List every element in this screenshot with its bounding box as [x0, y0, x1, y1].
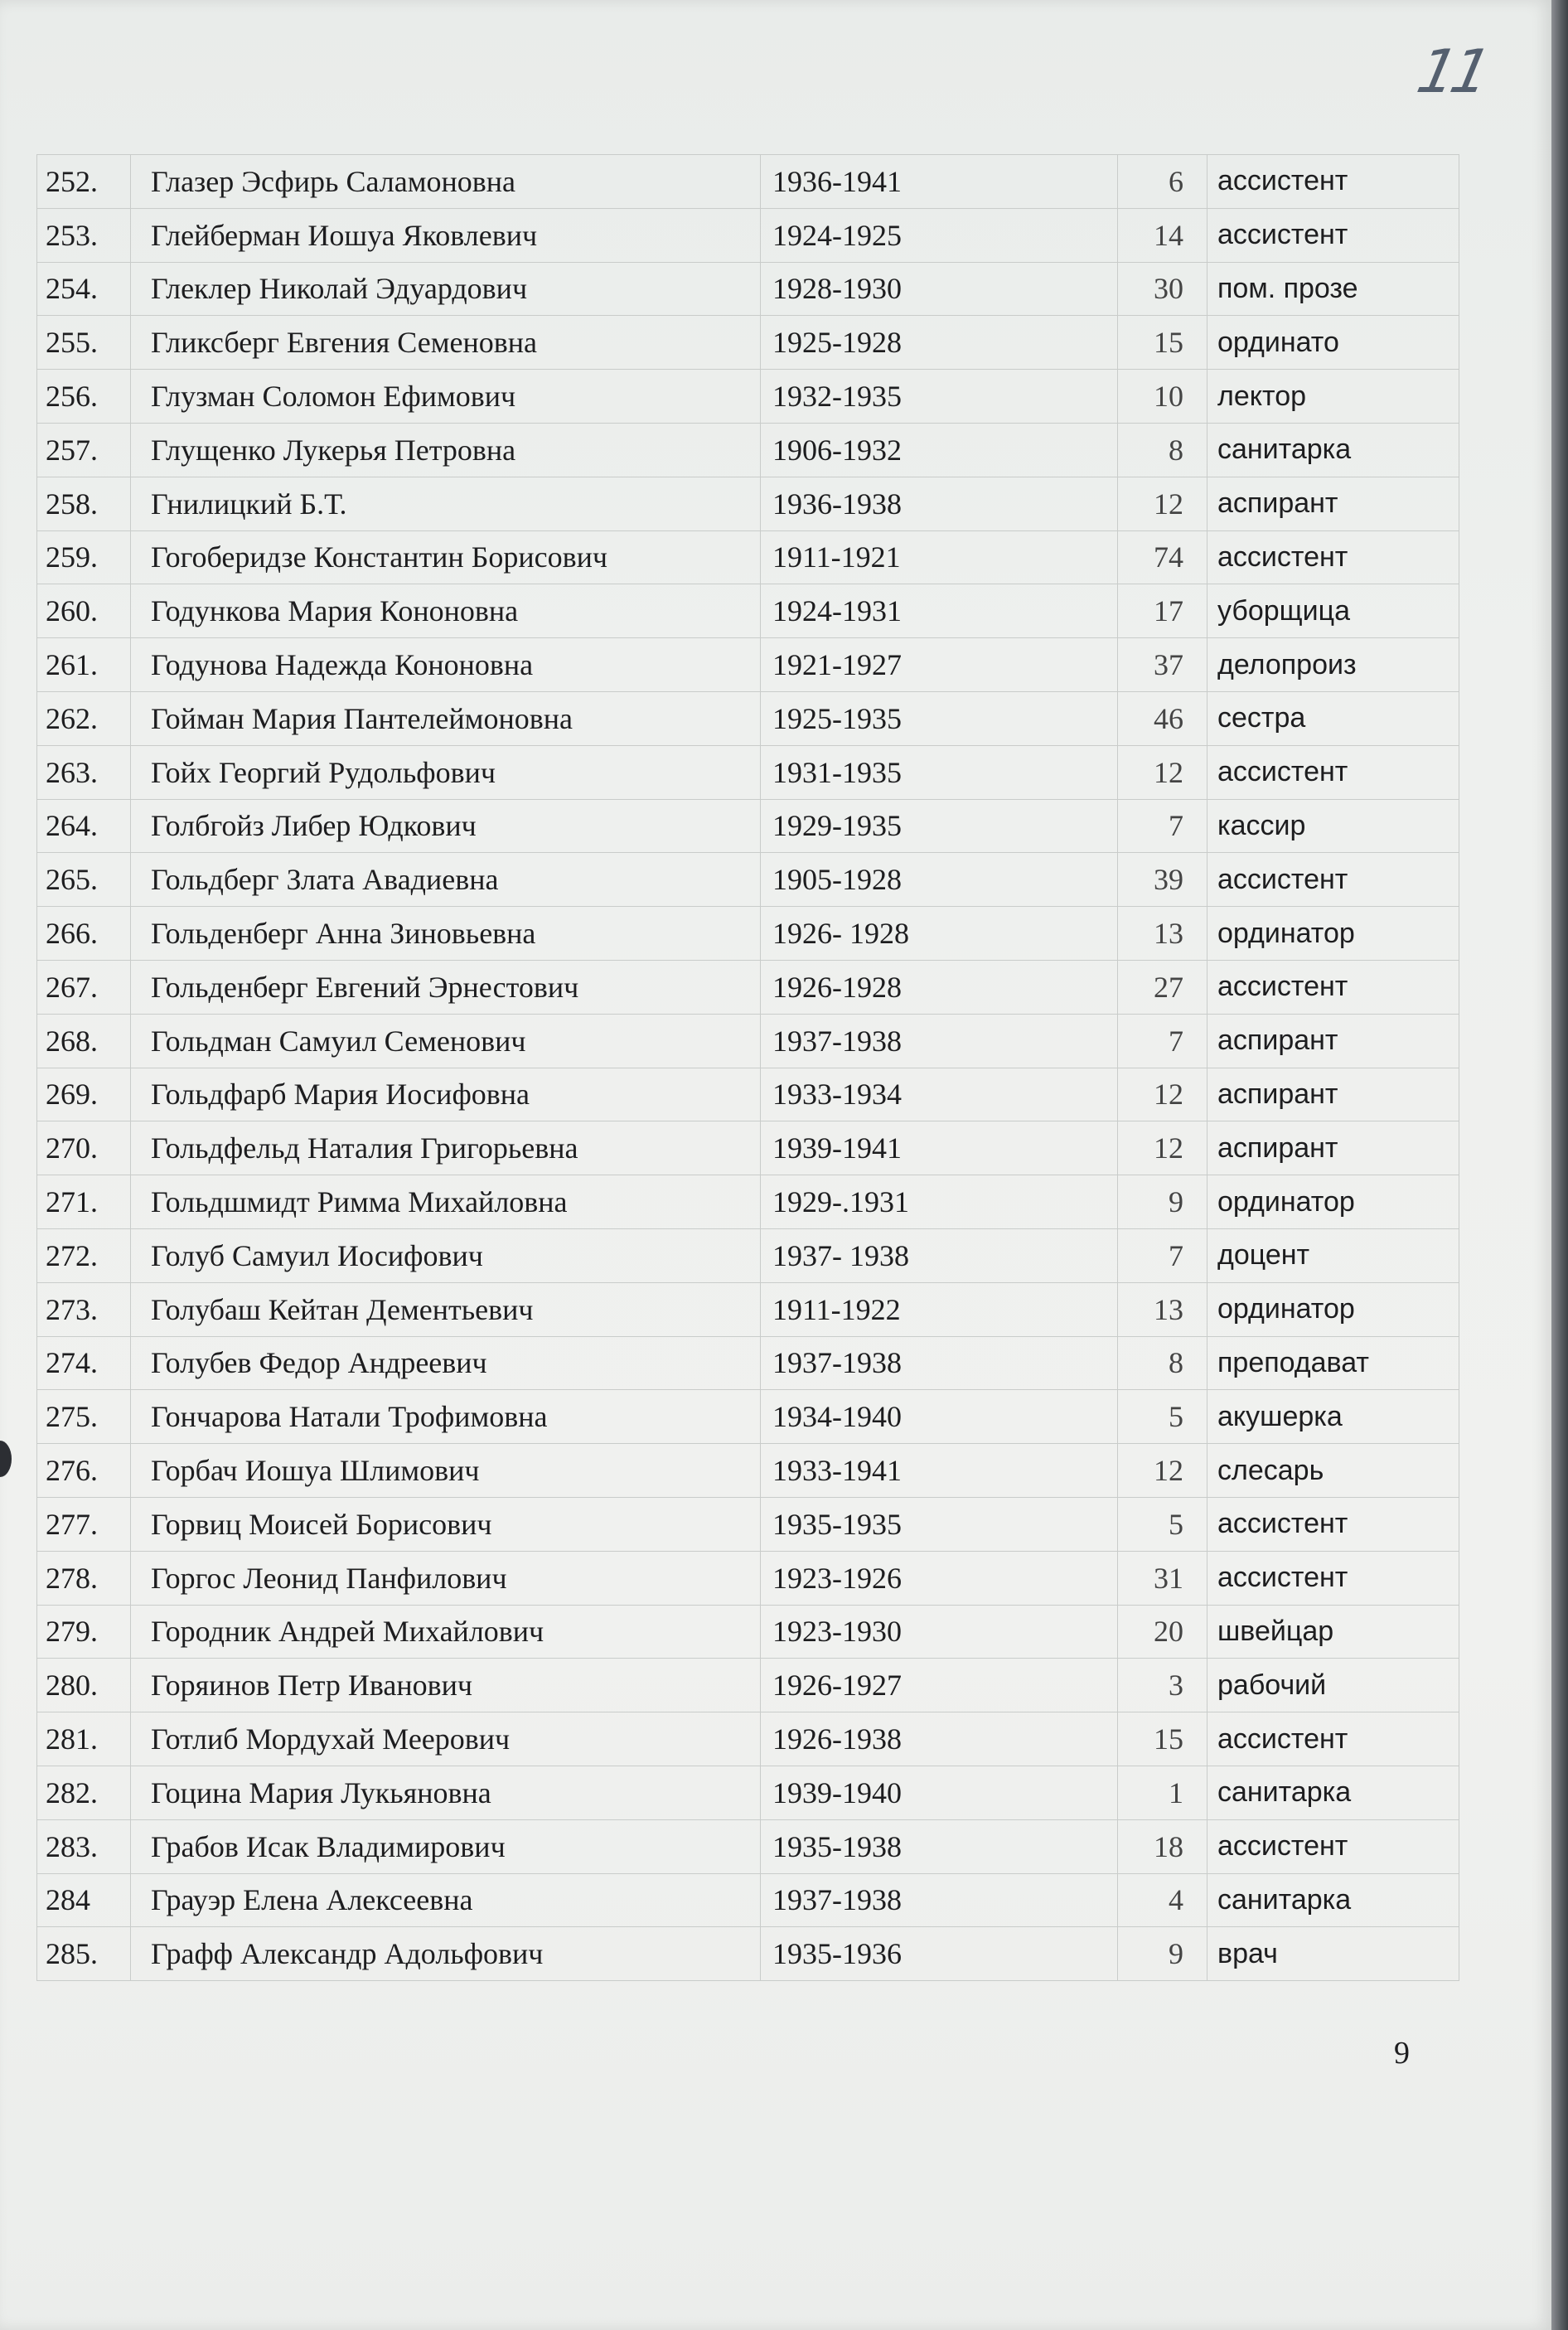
record-count: 30 — [1118, 262, 1207, 316]
employment-years: 1931-1935 — [761, 745, 1118, 799]
table-row — [37, 155, 1459, 209]
person-name: Глущенко Лукерья Петровна — [131, 423, 761, 477]
person-name: Голбгойз Либер Юдкович — [131, 799, 761, 853]
job-position: кассир — [1207, 799, 1459, 853]
job-position: слесарь — [1207, 1444, 1459, 1498]
job-position: сестра — [1207, 691, 1459, 745]
job-position: уборщица — [1207, 584, 1459, 638]
person-name: Голубев Федор Андреевич — [131, 1336, 761, 1390]
table-row — [37, 262, 1459, 316]
record-count: 74 — [1118, 530, 1207, 584]
employment-years: 1939-1941 — [761, 1121, 1118, 1175]
job-position: ассистент — [1207, 1712, 1459, 1766]
job-position: ассистент — [1207, 853, 1459, 907]
row-number: 264. — [37, 799, 131, 853]
person-name: Гольденберг Евгений Эрнестович — [131, 960, 761, 1014]
table-row — [37, 1927, 1459, 1981]
row-number: 267. — [37, 960, 131, 1014]
employment-years: 1926-1927 — [761, 1659, 1118, 1712]
job-position: санитарка — [1207, 1766, 1459, 1819]
job-position: ассистент — [1207, 745, 1459, 799]
employment-years: 1924-1925 — [761, 208, 1118, 262]
record-count: 3 — [1118, 1659, 1207, 1712]
job-position: ассистент — [1207, 1551, 1459, 1605]
job-position: санитарка — [1207, 423, 1459, 477]
person-name: Голубаш Кейтан Дементьевич — [131, 1282, 761, 1336]
person-name: Грабов Исак Владимирович — [131, 1819, 761, 1873]
row-number: 273. — [37, 1282, 131, 1336]
employment-years: 1911-1922 — [761, 1282, 1118, 1336]
employment-years: 1939-1940 — [761, 1766, 1118, 1819]
job-position: ординатор — [1207, 1175, 1459, 1229]
record-count: 5 — [1118, 1497, 1207, 1551]
row-number: 253. — [37, 208, 131, 262]
person-name: Гнилицкий Б.Т. — [131, 477, 761, 530]
person-name: Глеклер Николай Эдуардович — [131, 262, 761, 316]
row-number: 271. — [37, 1175, 131, 1229]
record-count: 5 — [1118, 1390, 1207, 1444]
row-number: 282. — [37, 1766, 131, 1819]
employment-years: 1936-1941 — [761, 155, 1118, 209]
record-count: 27 — [1118, 960, 1207, 1014]
employment-years: 1906-1932 — [761, 423, 1118, 477]
record-count: 13 — [1118, 907, 1207, 961]
person-name: Гойх Георгий Рудольфович — [131, 745, 761, 799]
row-number: 261. — [37, 638, 131, 692]
row-number: 284 — [37, 1873, 131, 1927]
employment-years: 1911-1921 — [761, 530, 1118, 584]
record-count: 15 — [1118, 316, 1207, 370]
table-row — [37, 1819, 1459, 1873]
job-position: ассистент — [1207, 1819, 1459, 1873]
printed-page-number: 9 — [1394, 2036, 1410, 2071]
table-row — [37, 799, 1459, 853]
row-number: 254. — [37, 262, 131, 316]
job-position: делопроиз — [1207, 638, 1459, 692]
person-name: Горбач Иошуа Шлимович — [131, 1444, 761, 1498]
table-row — [37, 208, 1459, 262]
person-name: Гольдфарб Мария Иосифовна — [131, 1068, 761, 1121]
employment-years: 1935-1936 — [761, 1927, 1118, 1981]
job-position: ассистент — [1207, 155, 1459, 209]
job-position: санитарка — [1207, 1873, 1459, 1927]
person-name: Графф Александр Адольфович — [131, 1927, 761, 1981]
table-row — [37, 1014, 1459, 1068]
job-position: акушерка — [1207, 1390, 1459, 1444]
table-row — [37, 1873, 1459, 1927]
person-name: Голуб Самуил Иосифович — [131, 1228, 761, 1282]
person-name: Гогоберидзе Константин Борисович — [131, 530, 761, 584]
record-count: 7 — [1118, 1228, 1207, 1282]
row-number: 252. — [37, 155, 131, 209]
record-count: 1 — [1118, 1766, 1207, 1819]
row-number: 275. — [37, 1390, 131, 1444]
table-row — [37, 1497, 1459, 1551]
table-row — [37, 745, 1459, 799]
employment-years: 1937-1938 — [761, 1873, 1118, 1927]
person-name: Гончарова Натали Трофимовна — [131, 1390, 761, 1444]
job-position: ассистент — [1207, 960, 1459, 1014]
person-name: Готлиб Мордухай Меерович — [131, 1712, 761, 1766]
person-name: Годункова Мария Кононовна — [131, 584, 761, 638]
employment-years: 1935-1938 — [761, 1819, 1118, 1873]
job-position: ординато — [1207, 316, 1459, 370]
person-name: Глазер Эсфирь Саламоновна — [131, 155, 761, 209]
record-count: 17 — [1118, 584, 1207, 638]
person-name: Гольдман Самуил Семенович — [131, 1014, 761, 1068]
record-count: 4 — [1118, 1873, 1207, 1927]
table-row — [37, 853, 1459, 907]
job-position: преподават — [1207, 1336, 1459, 1390]
person-name: Горяинов Петр Иванович — [131, 1659, 761, 1712]
row-number: 283. — [37, 1819, 131, 1873]
record-count: 46 — [1118, 691, 1207, 745]
record-count: 18 — [1118, 1819, 1207, 1873]
job-position: доцент — [1207, 1228, 1459, 1282]
row-number: 268. — [37, 1014, 131, 1068]
row-number: 262. — [37, 691, 131, 745]
person-name: Грауэр Елена Алексеевна — [131, 1873, 761, 1927]
table-row — [37, 1659, 1459, 1712]
person-name: Годунова Надежда Кононовна — [131, 638, 761, 692]
employment-years: 1924-1931 — [761, 584, 1118, 638]
table-row — [37, 1336, 1459, 1390]
job-position: лектор — [1207, 370, 1459, 424]
job-position: аспирант — [1207, 1014, 1459, 1068]
person-name: Гольдшмидт Римма Михайловна — [131, 1175, 761, 1229]
table-row — [37, 638, 1459, 692]
employment-years: 1936-1938 — [761, 477, 1118, 530]
person-name: Гольдберг Злата Авадиевна — [131, 853, 761, 907]
job-position: врач — [1207, 1927, 1459, 1981]
table-row — [37, 907, 1459, 961]
record-count: 12 — [1118, 1068, 1207, 1121]
binder-hole — [0, 1441, 12, 1477]
job-position: швейцар — [1207, 1605, 1459, 1659]
record-count: 7 — [1118, 799, 1207, 853]
row-number: 274. — [37, 1336, 131, 1390]
employment-years: 1926-1938 — [761, 1712, 1118, 1766]
record-count: 31 — [1118, 1551, 1207, 1605]
table-row — [37, 1766, 1459, 1819]
job-position: рабочий — [1207, 1659, 1459, 1712]
employment-years: 1929-.1931 — [761, 1175, 1118, 1229]
job-position: аспирант — [1207, 477, 1459, 530]
table-row — [37, 1068, 1459, 1121]
job-position: пом. прозе — [1207, 262, 1459, 316]
job-position: аспирант — [1207, 1121, 1459, 1175]
employment-years: 1932-1935 — [761, 370, 1118, 424]
job-position: ассистент — [1207, 1497, 1459, 1551]
row-number: 265. — [37, 853, 131, 907]
row-number: 257. — [37, 423, 131, 477]
table-row — [37, 1175, 1459, 1229]
row-number: 276. — [37, 1444, 131, 1498]
person-name: Гольдфельд Наталия Григорьевна — [131, 1121, 761, 1175]
record-count: 13 — [1118, 1282, 1207, 1336]
person-name: Городник Андрей Михайлович — [131, 1605, 761, 1659]
employment-years: 1923-1930 — [761, 1605, 1118, 1659]
employment-years: 1929-1935 — [761, 799, 1118, 853]
employment-years: 1937-1938 — [761, 1336, 1118, 1390]
row-number: 263. — [37, 745, 131, 799]
row-number: 285. — [37, 1927, 131, 1981]
registry-body — [37, 155, 1459, 1981]
row-number: 277. — [37, 1497, 131, 1551]
row-number: 259. — [37, 530, 131, 584]
employment-years: 1905-1928 — [761, 853, 1118, 907]
record-count: 37 — [1118, 638, 1207, 692]
employment-years: 1928-1930 — [761, 262, 1118, 316]
record-count: 20 — [1118, 1605, 1207, 1659]
table-row — [37, 691, 1459, 745]
person-name: Горвиц Моисей Борисович — [131, 1497, 761, 1551]
row-number: 266. — [37, 907, 131, 961]
table-row — [37, 1390, 1459, 1444]
employment-years: 1925-1935 — [761, 691, 1118, 745]
row-number: 255. — [37, 316, 131, 370]
person-name: Глузман Соломон Ефимович — [131, 370, 761, 424]
employment-years: 1933-1941 — [761, 1444, 1118, 1498]
record-count: 39 — [1118, 853, 1207, 907]
employment-years: 1925-1928 — [761, 316, 1118, 370]
table-row — [37, 1444, 1459, 1498]
row-number: 280. — [37, 1659, 131, 1712]
person-name: Гликсберг Евгения Семеновна — [131, 316, 761, 370]
employment-years: 1937-1938 — [761, 1014, 1118, 1068]
record-count: 15 — [1118, 1712, 1207, 1766]
employment-years: 1934-1940 — [761, 1390, 1118, 1444]
person-name: Глейберман Иошуа Яковлевич — [131, 208, 761, 262]
job-position: аспирант — [1207, 1068, 1459, 1121]
record-count: 12 — [1118, 1444, 1207, 1498]
record-count: 8 — [1118, 1336, 1207, 1390]
row-number: 281. — [37, 1712, 131, 1766]
person-name: Гольденберг Анна Зиновьевна — [131, 907, 761, 961]
row-number: 278. — [37, 1551, 131, 1605]
table-row — [37, 1605, 1459, 1659]
record-count: 12 — [1118, 1121, 1207, 1175]
job-position: ординатор — [1207, 907, 1459, 961]
record-count: 7 — [1118, 1014, 1207, 1068]
row-number: 258. — [37, 477, 131, 530]
row-number: 272. — [37, 1228, 131, 1282]
person-name: Гойман Мария Пантелеймоновна — [131, 691, 761, 745]
record-count: 12 — [1118, 745, 1207, 799]
employment-years: 1923-1926 — [761, 1551, 1118, 1605]
record-count: 9 — [1118, 1175, 1207, 1229]
employment-years: 1926- 1928 — [761, 907, 1118, 961]
job-position: ассистент — [1207, 530, 1459, 584]
table-row — [37, 477, 1459, 530]
record-count: 8 — [1118, 423, 1207, 477]
employment-years: 1933-1934 — [761, 1068, 1118, 1121]
record-count: 14 — [1118, 208, 1207, 262]
table-row — [37, 423, 1459, 477]
person-name: Гоцина Мария Лукьяновна — [131, 1766, 761, 1819]
table-row — [37, 1551, 1459, 1605]
table-row — [37, 1712, 1459, 1766]
handwritten-page-number: 11 — [1411, 36, 1493, 106]
record-count: 9 — [1118, 1927, 1207, 1981]
employment-years: 1921-1927 — [761, 638, 1118, 692]
table-row — [37, 584, 1459, 638]
row-number: 279. — [37, 1605, 131, 1659]
employment-years: 1926-1928 — [761, 960, 1118, 1014]
page-edge-shadow — [1551, 0, 1568, 2330]
table-row — [37, 1228, 1459, 1282]
table-row — [37, 370, 1459, 424]
table-row — [37, 316, 1459, 370]
record-count: 10 — [1118, 370, 1207, 424]
table-row — [37, 960, 1459, 1014]
table-row — [37, 530, 1459, 584]
table-row — [37, 1282, 1459, 1336]
row-number: 269. — [37, 1068, 131, 1121]
row-number: 270. — [37, 1121, 131, 1175]
row-number: 256. — [37, 370, 131, 424]
table-row — [37, 1121, 1459, 1175]
employment-years: 1937- 1938 — [761, 1228, 1118, 1282]
job-position: ассистент — [1207, 208, 1459, 262]
staff-registry-table — [36, 154, 1459, 1981]
employment-years: 1935-1935 — [761, 1497, 1118, 1551]
job-position: ординатор — [1207, 1282, 1459, 1336]
record-count: 12 — [1118, 477, 1207, 530]
record-count: 6 — [1118, 155, 1207, 209]
person-name: Горгос Леонид Панфилович — [131, 1551, 761, 1605]
row-number: 260. — [37, 584, 131, 638]
